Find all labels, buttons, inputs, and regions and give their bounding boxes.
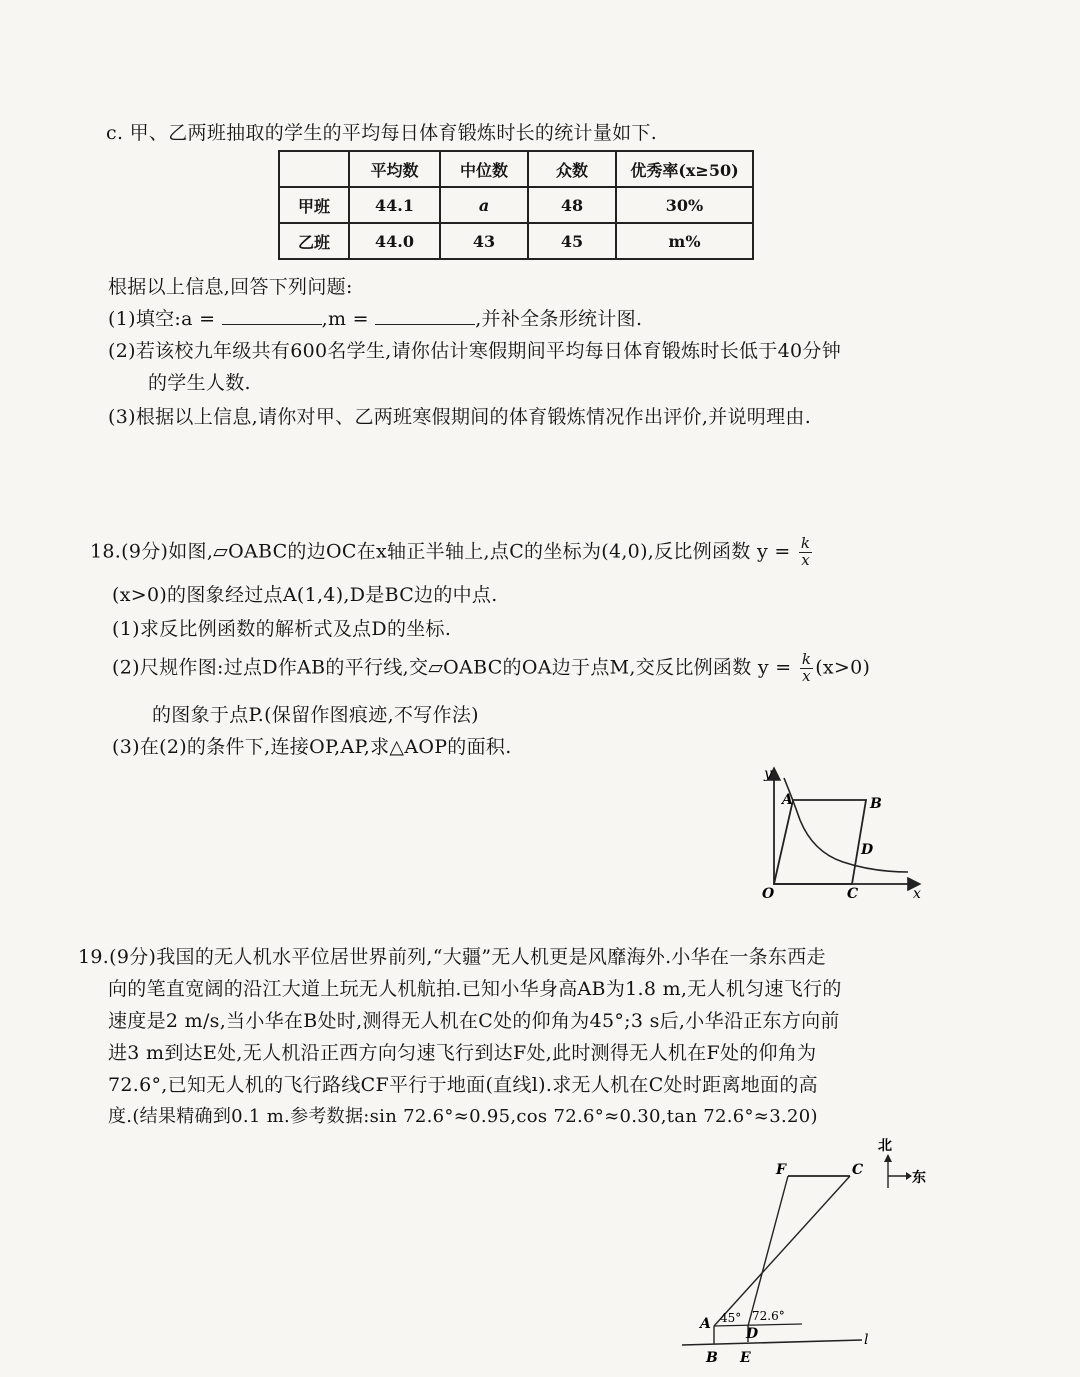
problem-18-q2-line-2: 的图象于点P.(保留作图痕迹,不写作法): [152, 704, 479, 726]
question-1: [108, 304, 642, 331]
label-l: l: [864, 1332, 869, 1348]
table-row: [279, 223, 753, 259]
label-d: D: [746, 1326, 759, 1342]
table-header-cell: 优秀率(x≥50): [616, 151, 753, 187]
angle-label-72-6: 72.6°: [752, 1309, 785, 1323]
table-cell: 30%: [616, 187, 753, 223]
label-f: F: [776, 1162, 786, 1178]
figure-18-graph: [748, 760, 928, 900]
answer-blank-a: [222, 308, 322, 325]
label-b: B: [870, 796, 882, 812]
label-a: A: [700, 1316, 711, 1332]
q1-prefix: (1)填空:a =: [108, 308, 216, 330]
table-cell: 48: [528, 187, 616, 223]
section-c-intro: c. 甲、乙两班抽取的学生的平均每日体育锻炼时长的统计量如下.: [106, 122, 658, 144]
table-header-cell: [279, 151, 349, 187]
q1-mid: ,m =: [321, 308, 369, 330]
table-row: [279, 187, 753, 223]
table-cell: m%: [616, 223, 753, 259]
problem-18-q3: (3)在(2)的条件下,连接OP,AP,求△AOP的面积.: [112, 736, 512, 758]
angle-label-45: 45°: [720, 1311, 742, 1325]
table-header-cell: 中位数: [440, 151, 528, 187]
label-north: 北: [878, 1138, 892, 1154]
table-cell: a: [440, 187, 528, 223]
problem-19-line-6: 度.(结果精确到0.1 m.参考数据:sin 72.6°≈0.95,cos 72.6°≈0.30,tan 72.6°≈3.20): [108, 1106, 818, 1127]
fraction-k-over-x: [800, 652, 813, 685]
p18-q2-domain: (x>0): [815, 656, 871, 679]
section-c-prompt: 根据以上信息,回答下列问题:: [108, 276, 353, 298]
label-d: D: [861, 842, 874, 858]
answer-blank-m: [375, 308, 475, 325]
table-header-cell: 众数: [528, 151, 616, 187]
problem-19-line-2: 向的笔直宽阔的沿江大道上玩无人机航拍.已知小华身高AB为1.8 m,无人机匀速飞行的: [108, 978, 842, 1000]
table-cell: 甲班: [279, 187, 349, 223]
problem-19-line-4: 进3 m到达E处,无人机沿正西方向匀速飞行到达F处,此时测得无人机在F处的仰角为: [108, 1042, 817, 1064]
problem-18-line-1: [90, 536, 814, 569]
statistics-table: [278, 150, 754, 260]
p18-q2-text: (2)尺规作图:过点D作AB的平行线,交▱OABC的OA边于点M,交反比例函数 y =: [112, 656, 792, 679]
fraction-denominator: x: [801, 550, 810, 569]
problem-19-line-3: 速度是2 m/s,当小华在B处时,测得无人机在C处的仰角为45°;3 s后,小华沿正东方向前: [108, 1010, 840, 1032]
p18-line1-text: 18.(9分)如图,▱OABC的边OC在x轴正半轴上,点C的坐标为(4,0),反比例函数 y =: [90, 540, 791, 563]
north-arrow-icon: [884, 1154, 892, 1162]
parallelogram-oabc: [774, 800, 866, 884]
fraction-k-over-x: [799, 536, 812, 569]
hyperbola-curve: [784, 778, 908, 872]
problem-18-q2-line-1: [112, 652, 870, 685]
table-header-row: [279, 151, 753, 187]
label-c: C: [852, 1162, 864, 1178]
question-3: (3)根据以上信息,请你对甲、乙两班寒假期间的体育锻炼情况作出评价,并说明理由.: [108, 406, 812, 428]
figure-19-diagram: [672, 1130, 932, 1370]
fraction-numerator: k: [801, 650, 812, 668]
fraction-denominator: x: [802, 666, 811, 685]
question-2-line-2: 的学生人数.: [148, 372, 251, 394]
label-y: y: [764, 766, 772, 782]
problem-19-line-5: 72.6°,已知无人机的飞行路线CF平行于地面(直线l).求无人机在C处时距离地面的高: [108, 1074, 818, 1096]
label-east: 东: [912, 1170, 926, 1186]
ground-line-l: [682, 1340, 862, 1345]
problem-18-line-2: (x>0)的图象经过点A(1,4),D是BC边的中点.: [112, 584, 498, 606]
label-o: O: [762, 886, 775, 900]
table-cell: 44.1: [349, 187, 440, 223]
problem-19-line-1: 19.(9分)我国的无人机水平位居世界前列,“大疆”无人机更是风靡海外.小华在一条东西走: [78, 946, 826, 968]
fraction-numerator: k: [800, 534, 811, 552]
table-header-cell: 平均数: [349, 151, 440, 187]
label-a: A: [782, 792, 793, 808]
table-cell: 45: [528, 223, 616, 259]
label-e: E: [740, 1350, 751, 1366]
label-x: x: [913, 886, 921, 900]
problem-18-q1: (1)求反比例函数的解析式及点D的坐标.: [112, 618, 452, 640]
table-cell: 43: [440, 223, 528, 259]
label-c: C: [847, 886, 859, 900]
label-b: B: [706, 1350, 718, 1366]
q1-suffix: ,并补全条形统计图.: [475, 308, 643, 330]
table-cell: 乙班: [279, 223, 349, 259]
table-cell: 44.0: [349, 223, 440, 259]
question-2-line-1: (2)若该校九年级共有600名学生,请你估计寒假期间平均每日体育锻炼时长低于40分钟: [108, 340, 841, 362]
